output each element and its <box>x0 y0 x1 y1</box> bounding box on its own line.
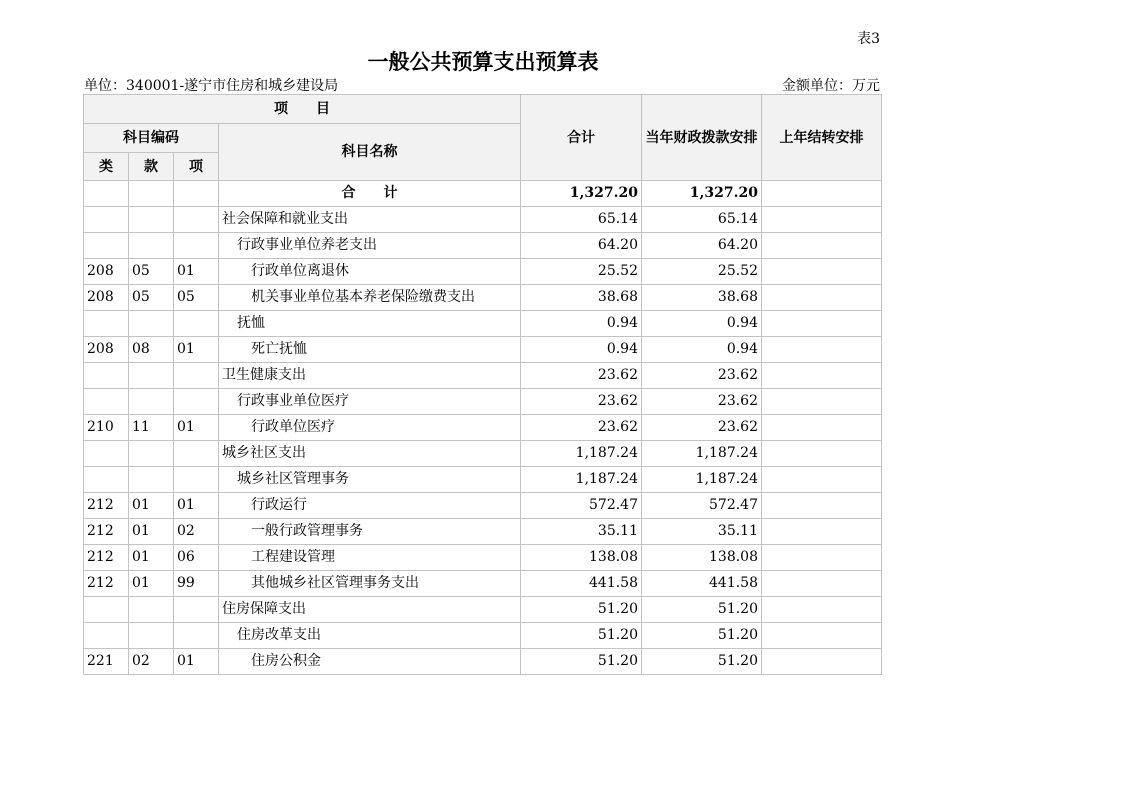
fiscal-cell: 138.08 <box>642 545 762 571</box>
table-row <box>84 571 882 597</box>
xiang-cell <box>174 389 219 415</box>
page-title: 一般公共预算支出预算表 <box>367 50 599 74</box>
lei-cell <box>84 207 129 233</box>
subject-name-cell: 死亡抚恤 <box>219 337 521 363</box>
subject-name-cell: 城乡社区支出 <box>219 441 521 467</box>
header-kuan: 款 <box>129 153 174 181</box>
lei-cell: 212 <box>84 571 129 597</box>
table-row <box>84 493 882 519</box>
subject-name-cell: 其他城乡社区管理事务支出 <box>219 571 521 597</box>
total-cell: 23.62 <box>521 389 642 415</box>
fiscal-cell: 1,187.24 <box>642 467 762 493</box>
fiscal-cell: 51.20 <box>642 649 762 675</box>
total-cell: 51.20 <box>521 597 642 623</box>
carryover-cell <box>762 623 882 649</box>
total-cell: 51.20 <box>521 623 642 649</box>
table-row <box>84 623 882 649</box>
xiang-cell: 01 <box>174 337 219 363</box>
total-cell: 38.68 <box>521 285 642 311</box>
header-carryover: 上年结转安排 <box>762 95 882 181</box>
total-cell: 0.94 <box>521 311 642 337</box>
total-cell: 0.94 <box>521 337 642 363</box>
subject-name-cell: 行政单位医疗 <box>219 415 521 441</box>
xiang-cell <box>174 363 219 389</box>
table-row <box>84 649 882 675</box>
carryover-cell <box>762 259 882 285</box>
fiscal-cell: 23.62 <box>642 415 762 441</box>
lei-cell: 212 <box>84 519 129 545</box>
kuan-cell: 11 <box>129 415 174 441</box>
total-fiscal: 1,327.20 <box>642 181 762 207</box>
lei-cell: 208 <box>84 337 129 363</box>
carryover-cell <box>762 233 882 259</box>
header-subject-name: 科目名称 <box>219 124 521 181</box>
table-row <box>84 311 882 337</box>
total-cell: 35.11 <box>521 519 642 545</box>
xiang-cell: 01 <box>174 649 219 675</box>
subject-name-cell: 行政事业单位养老支出 <box>219 233 521 259</box>
kuan-cell: 01 <box>129 545 174 571</box>
kuan-cell: 01 <box>129 519 174 545</box>
xiang-cell <box>174 207 219 233</box>
kuan-cell <box>129 233 174 259</box>
table-row <box>84 519 882 545</box>
fiscal-cell: 51.20 <box>642 623 762 649</box>
lei-cell <box>84 389 129 415</box>
carryover-cell <box>762 207 882 233</box>
fiscal-cell: 0.94 <box>642 311 762 337</box>
lei-cell <box>84 597 129 623</box>
carryover-cell <box>762 467 882 493</box>
table-row <box>84 467 882 493</box>
budget-table <box>83 94 882 675</box>
fiscal-cell: 441.58 <box>642 571 762 597</box>
table-row <box>84 363 882 389</box>
total-label: 合 计 <box>219 181 521 207</box>
kuan-cell <box>129 623 174 649</box>
xiang-cell <box>174 233 219 259</box>
carryover-cell <box>762 415 882 441</box>
kuan-cell: 01 <box>129 571 174 597</box>
header-fiscal: 当年财政拨款安排 <box>642 95 762 181</box>
lei-cell: 221 <box>84 649 129 675</box>
subject-name-cell: 住房改革支出 <box>219 623 521 649</box>
table-row <box>84 545 882 571</box>
table-row <box>84 415 882 441</box>
fiscal-cell: 572.47 <box>642 493 762 519</box>
subject-name-cell: 一般行政管理事务 <box>219 519 521 545</box>
carryover-cell <box>762 337 882 363</box>
carryover-cell <box>762 545 882 571</box>
table-row <box>84 337 882 363</box>
total-cell: 25.52 <box>521 259 642 285</box>
total-cell: 23.62 <box>521 415 642 441</box>
carryover-cell <box>762 649 882 675</box>
kuan-cell: 05 <box>129 259 174 285</box>
lei-cell <box>84 467 129 493</box>
header-total: 合计 <box>521 95 642 181</box>
total-carryover <box>762 181 882 207</box>
header-project: 项 目 <box>84 95 521 124</box>
table-row <box>84 389 882 415</box>
subject-name-cell: 行政单位离退休 <box>219 259 521 285</box>
lei-cell <box>84 441 129 467</box>
total-cell: 441.58 <box>521 571 642 597</box>
carryover-cell <box>762 493 882 519</box>
xiang-cell: 01 <box>174 259 219 285</box>
kuan-cell <box>129 467 174 493</box>
subject-name-cell: 社会保障和就业支出 <box>219 207 521 233</box>
subject-name-cell: 住房公积金 <box>219 649 521 675</box>
table-row <box>84 441 882 467</box>
xiang-cell <box>174 441 219 467</box>
subject-name-cell: 工程建设管理 <box>219 545 521 571</box>
table-row <box>84 233 882 259</box>
kuan-cell <box>129 389 174 415</box>
total-cell: 1,187.24 <box>521 467 642 493</box>
lei-cell: 212 <box>84 493 129 519</box>
carryover-cell <box>762 311 882 337</box>
subject-name-cell: 机关事业单位基本养老保险缴费支出 <box>219 285 521 311</box>
subject-name-cell: 抚恤 <box>219 311 521 337</box>
amount-unit-label: 金额单位：万元 <box>782 78 880 94</box>
total-xiang-cell <box>174 181 219 207</box>
table-row <box>84 207 882 233</box>
lei-cell <box>84 363 129 389</box>
fiscal-cell: 23.62 <box>642 389 762 415</box>
lei-cell <box>84 233 129 259</box>
table-number: 表3 <box>857 31 880 47</box>
total-cell: 65.14 <box>521 207 642 233</box>
total-amount: 1,327.20 <box>521 181 642 207</box>
table-header <box>84 95 882 181</box>
carryover-cell <box>762 571 882 597</box>
total-lei-cell <box>84 181 129 207</box>
table-row <box>84 259 882 285</box>
total-cell: 1,187.24 <box>521 441 642 467</box>
total-cell: 64.20 <box>521 233 642 259</box>
xiang-cell: 05 <box>174 285 219 311</box>
table-body <box>84 181 882 675</box>
fiscal-cell: 38.68 <box>642 285 762 311</box>
fiscal-cell: 0.94 <box>642 337 762 363</box>
kuan-cell: 05 <box>129 285 174 311</box>
kuan-cell: 08 <box>129 337 174 363</box>
kuan-cell <box>129 311 174 337</box>
kuan-cell <box>129 207 174 233</box>
total-kuan-cell <box>129 181 174 207</box>
header-xiang: 项 <box>174 153 219 181</box>
unit-label: 单位：340001-遂宁市住房和城乡建设局 <box>84 78 339 94</box>
xiang-cell <box>174 623 219 649</box>
fiscal-cell: 65.14 <box>642 207 762 233</box>
carryover-cell <box>762 285 882 311</box>
fiscal-cell: 64.20 <box>642 233 762 259</box>
header-lei: 类 <box>84 153 129 181</box>
xiang-cell: 99 <box>174 571 219 597</box>
carryover-cell <box>762 389 882 415</box>
kuan-cell <box>129 597 174 623</box>
lei-cell: 212 <box>84 545 129 571</box>
subject-name-cell: 住房保障支出 <box>219 597 521 623</box>
total-cell: 138.08 <box>521 545 642 571</box>
subject-name-cell: 卫生健康支出 <box>219 363 521 389</box>
kuan-cell: 02 <box>129 649 174 675</box>
xiang-cell: 06 <box>174 545 219 571</box>
xiang-cell <box>174 311 219 337</box>
xiang-cell: 01 <box>174 493 219 519</box>
subject-name-cell: 行政运行 <box>219 493 521 519</box>
fiscal-cell: 1,187.24 <box>642 441 762 467</box>
fiscal-cell: 35.11 <box>642 519 762 545</box>
carryover-cell <box>762 519 882 545</box>
total-cell: 572.47 <box>521 493 642 519</box>
xiang-cell: 01 <box>174 415 219 441</box>
kuan-cell <box>129 363 174 389</box>
xiang-cell: 02 <box>174 519 219 545</box>
kuan-cell <box>129 441 174 467</box>
total-cell: 23.62 <box>521 363 642 389</box>
carryover-cell <box>762 441 882 467</box>
total-row <box>84 181 882 207</box>
table-row <box>84 285 882 311</box>
xiang-cell <box>174 597 219 623</box>
lei-cell: 208 <box>84 259 129 285</box>
carryover-cell <box>762 597 882 623</box>
fiscal-cell: 51.20 <box>642 597 762 623</box>
header-subject-code: 科目编码 <box>84 124 219 153</box>
lei-cell: 210 <box>84 415 129 441</box>
carryover-cell <box>762 363 882 389</box>
subject-name-cell: 城乡社区管理事务 <box>219 467 521 493</box>
table-row <box>84 597 882 623</box>
total-cell: 51.20 <box>521 649 642 675</box>
fiscal-cell: 25.52 <box>642 259 762 285</box>
subject-name-cell: 行政事业单位医疗 <box>219 389 521 415</box>
lei-cell <box>84 623 129 649</box>
fiscal-cell: 23.62 <box>642 363 762 389</box>
lei-cell <box>84 311 129 337</box>
xiang-cell <box>174 467 219 493</box>
lei-cell: 208 <box>84 285 129 311</box>
kuan-cell: 01 <box>129 493 174 519</box>
